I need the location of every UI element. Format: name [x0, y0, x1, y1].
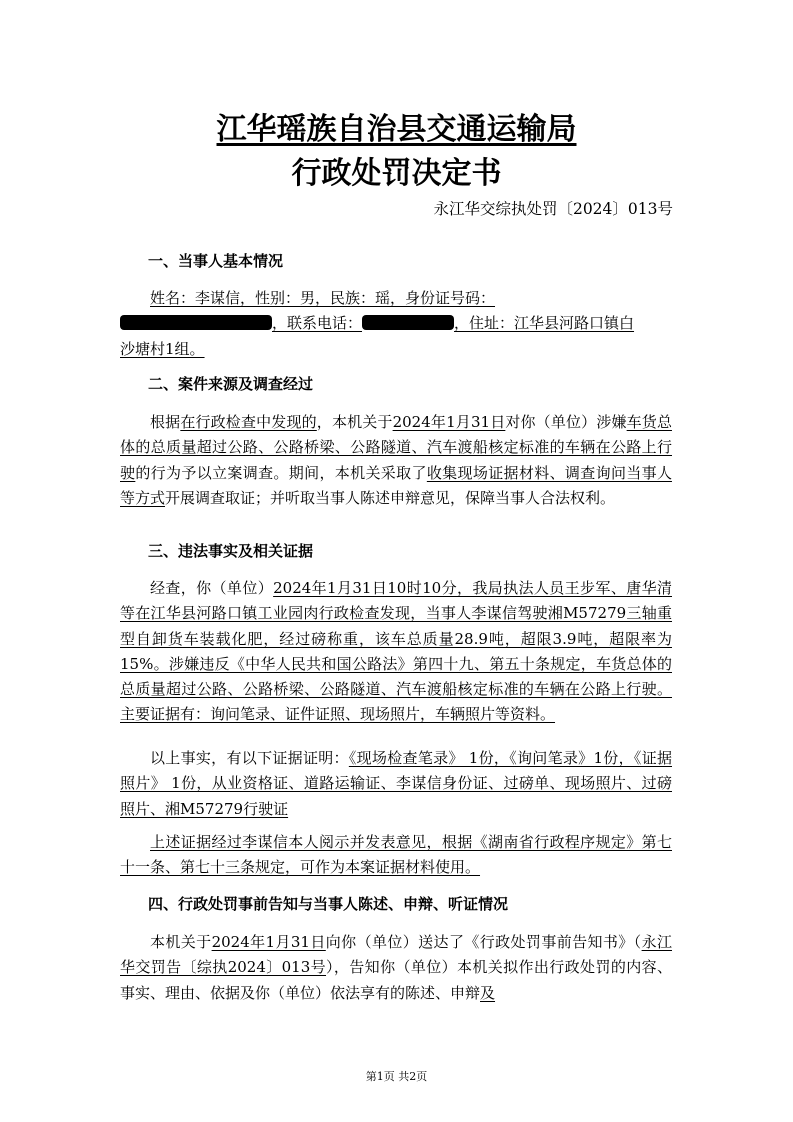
redacted-phone — [362, 315, 454, 330]
section1-heading: 一、当事人基本情况 — [148, 252, 284, 270]
evidence-validity: 上述证据经过李谋信本人阅示并发表意见，根据《湖南省行政程序规定》第七十一条、第七十三条规定，可作为本案证据材料使用。 — [120, 833, 672, 877]
party-info-line1: 姓名：李谋信，性别：男，民族：瑶，身份证号码： — [150, 289, 496, 307]
section2-heading: 二、案件来源及调查经过 — [148, 375, 314, 393]
section1-body — [120, 286, 672, 362]
party-info-line3: 沙塘村1组。 — [120, 339, 205, 358]
section4-body: 本机关于2024年1月31日向你（单位）送达了《行政处罚事前告知书》（永江华交罚告〔综执2024〕013号），告知你（单位）本机关拟作出行政处罚的内容、事实、理由、依据及你（单位）依法享有的陈述、申辩及 — [120, 933, 672, 1002]
party-info-line2-end: ，住址：江华县河路口镇白 — [454, 314, 635, 333]
redacted-id-number — [120, 315, 272, 330]
document-title-agency: 江华瑶族自治县交通运输局 — [216, 112, 577, 147]
document-number: 永江华交综执处罚〔2024〕013号 — [433, 200, 673, 218]
section4-heading: 四、行政处罚事前告知与当事人陈述、申辩、听证情况 — [148, 895, 509, 913]
page-footer: 第1页 共2页 — [365, 1070, 428, 1083]
document-title-type: 行政处罚决定书 — [291, 156, 502, 191]
party-info-line2-mid: ，联系电话： — [272, 314, 363, 333]
section2-body: 根据在行政检查中发现的，本机关于2024年1月31日对你（单位）涉嫌车货总体的总质量超过公路、公路桥梁、公路隧道、汽车渡船核定标准的车辆在公路上行驶的行为予以立案调查。期间，本机关采取了收集现场证据材料、调查询问当事人等方式开展调查取证；并听取当事人陈述申辩意见，保障当事人合法权利。 — [120, 413, 672, 507]
violation-facts: 经查，你（单位）2024年1月31日10时10分，我局执法人员王步军、唐华清等在江华县河路口镇工业园肉行政检查发现，当事人李谋信驾驶湘M57279三轴重型自卸货车装载化肥，经过磅称重，该车总质量28.9吨，超限3.9吨，超限率为15%。涉嫌违反《中华人民共和国公路法》第四十九、第五十条规定，车货总体的总质量超过公路、公路桥梁、公路隧道、汽车渡船核定标准的车辆在公路上行驶。主要证据有：询问笔录、证件证照、现场照片，车辆照片等资料。 — [120, 579, 672, 724]
section3-heading: 三、违法事实及相关证据 — [148, 542, 314, 560]
evidence-list: 以上事实，有以下证据证明：《现场检查笔录》 1份，《询问笔录》1份，《证据照片》 1份，从业资格证、道路运输证、李谋信身份证、过磅单、现场照片、过磅照片、湘M57279行驶证 — [120, 749, 672, 818]
